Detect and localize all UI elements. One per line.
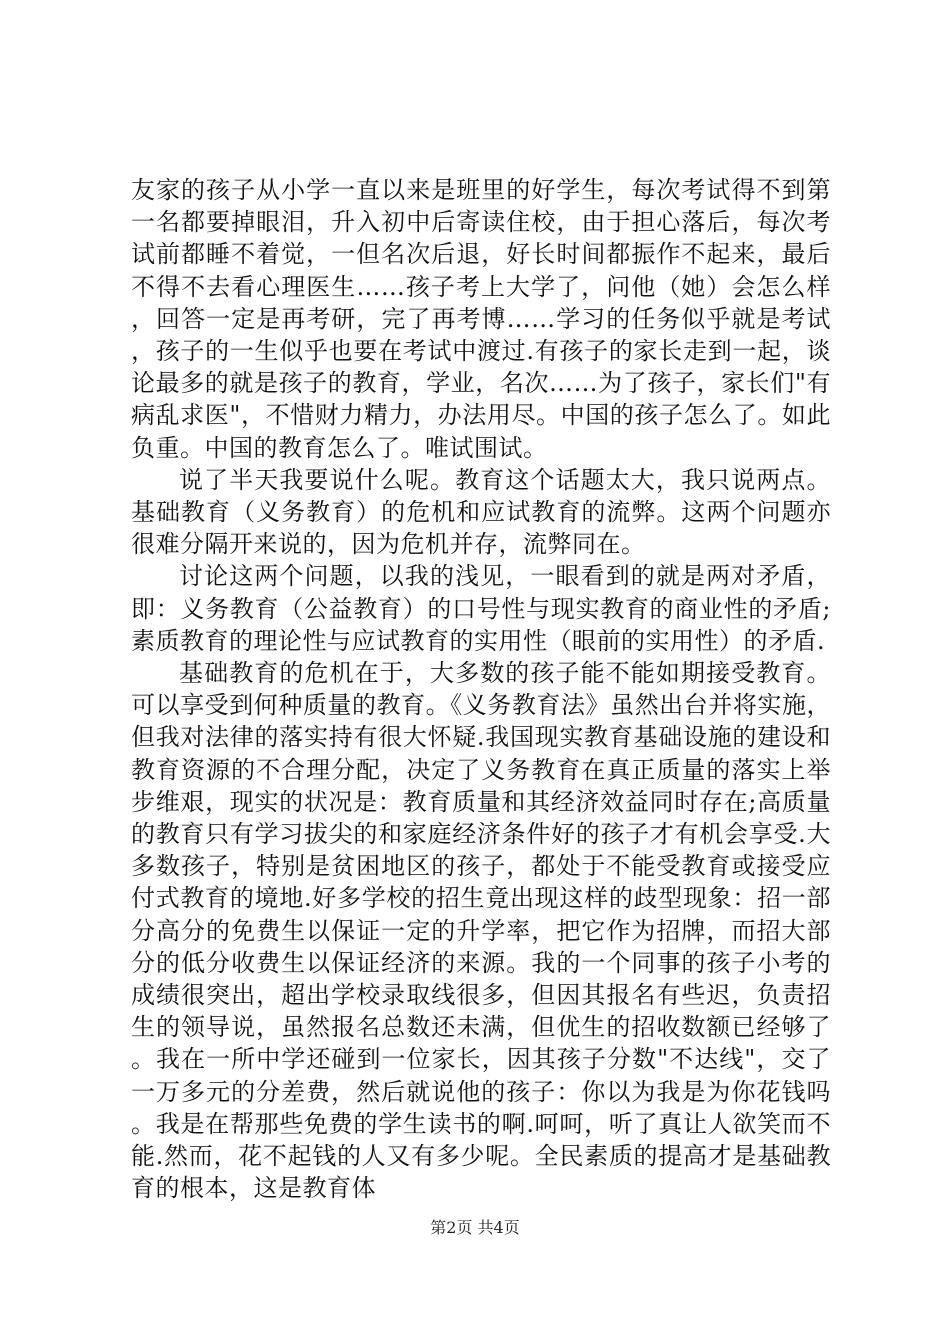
paragraph-2: 说了半天我要说什么呢。教育这个话题太大，我只说两点。基础教育（义务教育）的危机和应试教育的流弊。这两个问题亦很难分隔开来说的，因为危机并存，流弊同在。 xyxy=(131,465,831,559)
paragraph-4: 基础教育的危机在于，大多数的孩子能不能如期接受教育。可以享受到何种质量的教育。《义务教育法》虽然出台并将实施，但我对法律的落实持有很大怀疑.我国现实教育基础设施的建设和教育资源的不合理分配，决定了义务教育在真正质量的落实上举步维艰，现实的状况是：教育质量和其经济效益同时存在;高质量的教育只有学习拔尖的和家庭经济条件好的孩子才有机会享受.大多数孩子，特别是贫困地区的孩子，都处于不能受教育或接受应付式教育的境地.好多学校的招生竟出现这样的歧型现象：招一部分高分的免费生以保证一定的升学率，把它作为招牌，而招大部分的低分收费生以保证经济的来源。我的一个同事的孩子小考的成绩很突出，超出学校录取线很多，但因其报名有些迟，负责招生的领导说，虽然报名总数还未满，但优生的招收数额已经够了。我在一所中学还碰到一位家长，因其孩子分数"不达线"，交了一万多元的分差费，然后就说他的孩子：你以为我是为你花钱吗。我是在帮那些免费的学生读书的啊.呵呵，听了真让人欲笑而不能.然而，花不起钱的人又有多少呢。全民素质的提高才是基础教育的根本，这是教育体 xyxy=(131,659,831,1203)
paragraph-3: 讨论这两个问题，以我的浅见，一眼看到的就是两对矛盾，即：义务教育（公益教育）的口号性与现实教育的商业性的矛盾;素质教育的理论性与应试教育的实用性（眼前的实用性）的矛盾. xyxy=(131,562,831,655)
page-number-footer: 第2页 共4页 xyxy=(430,1218,520,1237)
document-body xyxy=(131,174,831,1205)
paragraph-1: 友家的孩子从小学一直以来是班里的好学生，每次考试得不到第一名都要掉眼泪，升入初中后寄读住校，由于担心落后，每次考试前都睡不着觉，一但名次后退，好长时间都振作不起来，最后不得不去看心理医生……孩子考上大学了，问他（她）会怎么样，回答一定是再考研，完了再考博……学习的任务似乎就是考试，孩子的一生似乎也要在考试中渡过.有孩子的家长走到一起，谈论最多的就是孩子的教育，学业，名次……为了孩子，家长们"有病乱求医"，不惜财力精力，办法用尽。中国的孩子怎么了。如此负重。中国的教育怎么了。唯试围试。 xyxy=(131,176,831,462)
